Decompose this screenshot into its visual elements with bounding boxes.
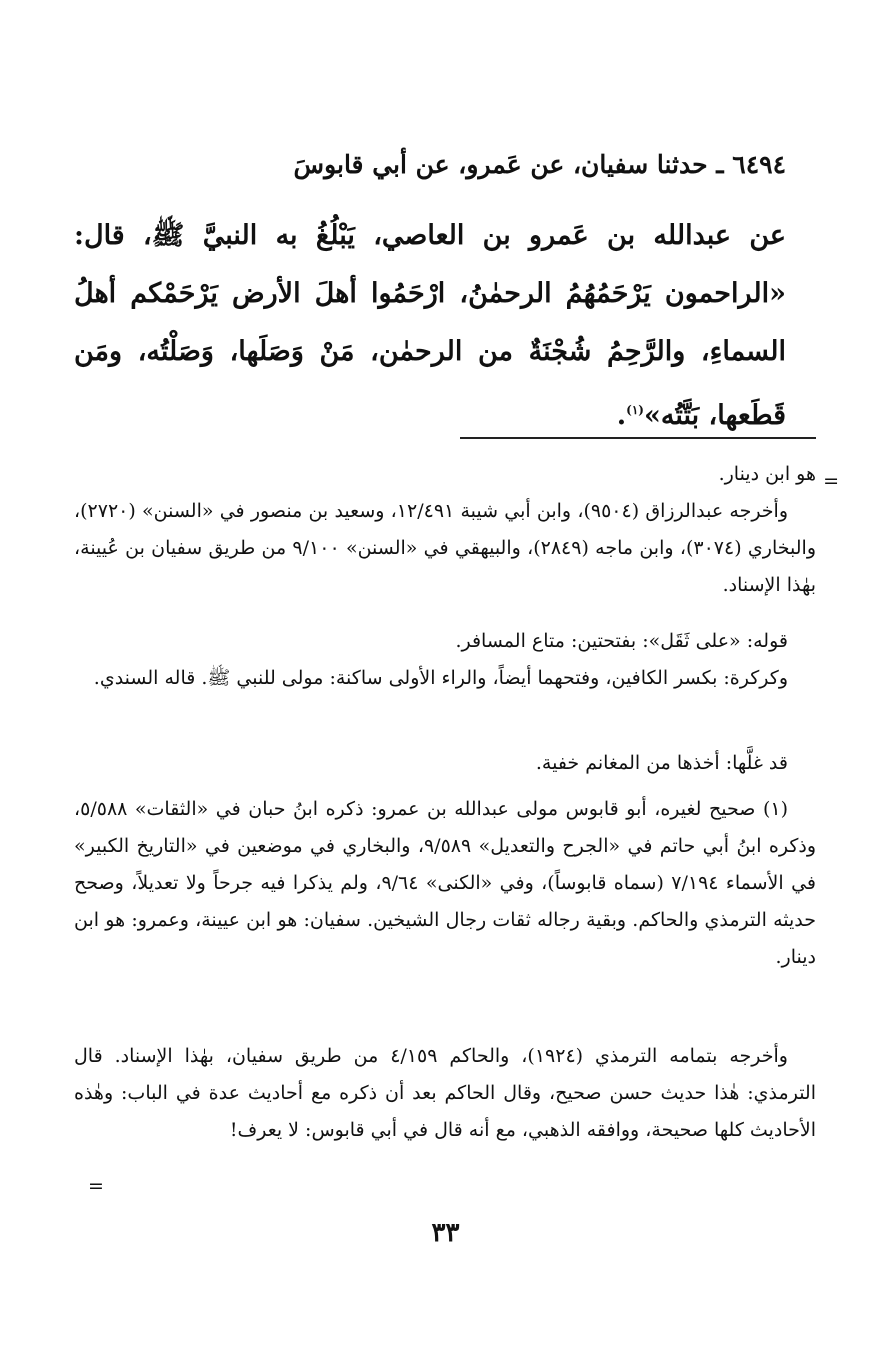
footnote-1: (١) صحيح لغيره، أبو قابوس مولى عبدالله بن عمرو: ذكره ابنُ حبان في «الثقات» ٥/٥٨٨، وذكره ابنُ أبي حاتم في «الجرح والتعديل» ٩/٥٨٩، والبخاري في موضعين في «التاريخ الكبير» في الأسماء ٧/١٩٤ (سماه قابوساً)، وفي «الكنى» ٩/٦٤، ولم يذكرا فيه جرحاً ولا تعديلاً، وصحح حديثه الترمذي والحاكم. وبقية رجاله ثقات رجال الشيخين. سفيان: هو ابن عيينة، وعمرو: هو ابن دينار. [74,798,816,968]
hadith-matn: عن عبدالله بن عَمرو بن العاصي، يَبْلُغُ به النبيَّ ﷺ، قال: «الراحمون يَرْحَمُهُمُ الرحمٰنُ، ارْحَمُوا أهلَ الأرض يَرْحَمْكم أهلُ السماءِ، والرَّحِمُ شُجْنَةٌ من الرحمٰن، مَنْ وَصَلَها، وَصَلْتُه، ومَن قَطَعها، بَتَّتُه» [74,220,786,431]
page-number: ٣٣ [431,1218,460,1248]
hadith-end: . [616,400,627,431]
next-page-continuation-mark: = [88,1175,104,1197]
hadith-number-line: ٦٤٩٤ ـ حدثنا سفيان، عن عَمرو، عن أبي قابوسَ [293,150,786,179]
footnote-paragraph-ghallaha: قد غلَّها: أخذها من المغانم خفية. [535,752,788,774]
footnote-paragraph-takhrij: وأخرجه عبدالرزاق (٩٥٠٤)، وابن أبي شيبة ١٢/٤٩١، وسعيد بن منصور في «السنن» (٢٧٢٠)، والبخاري (٣٠٧٤)، وابن ماجه (٢٨٤٩)، والبيهقي في «السنن» ٩/١٠٠ من طريق سفيان بن عُيينة، بهٰذا الإسناد. [74,500,816,596]
footnote-paragraph-gloss-thaqal: قوله: «على ثَقَل»: بفتحتين: متاع المسافر. [455,630,788,652]
footnote-reference[interactable]: (١) [626,403,644,417]
footnote-paragraph-karkara: وكركرة: بكسر الكافين، وفتحهما أيضاً، والراء الأولى ساكنة: مولى للنبي ﷺ. قاله السندي. [93,667,788,689]
footnote-separator [460,437,816,439]
hadith-text [74,207,786,445]
footnote-continuation-line: هو ابن دينار. [718,463,816,485]
footnote-1-takhrij: وأخرجه بتمامه الترمذي (١٩٢٤)، والحاكم ٤/١٥٩ من طريق سفيان، بهٰذا الإسناد. قال الترمذي: هٰذا حديث حسن صحيح، وقال الحاكم بعد أن ذكره مع أحاديث عدة في الباب: وهٰذه الأحاديث كلها صحيحة، ووافقه الذهبي، مع أنه قال في أبي قابوس: لا يعرف! [74,1045,816,1141]
continuation-mark: = [823,470,839,492]
